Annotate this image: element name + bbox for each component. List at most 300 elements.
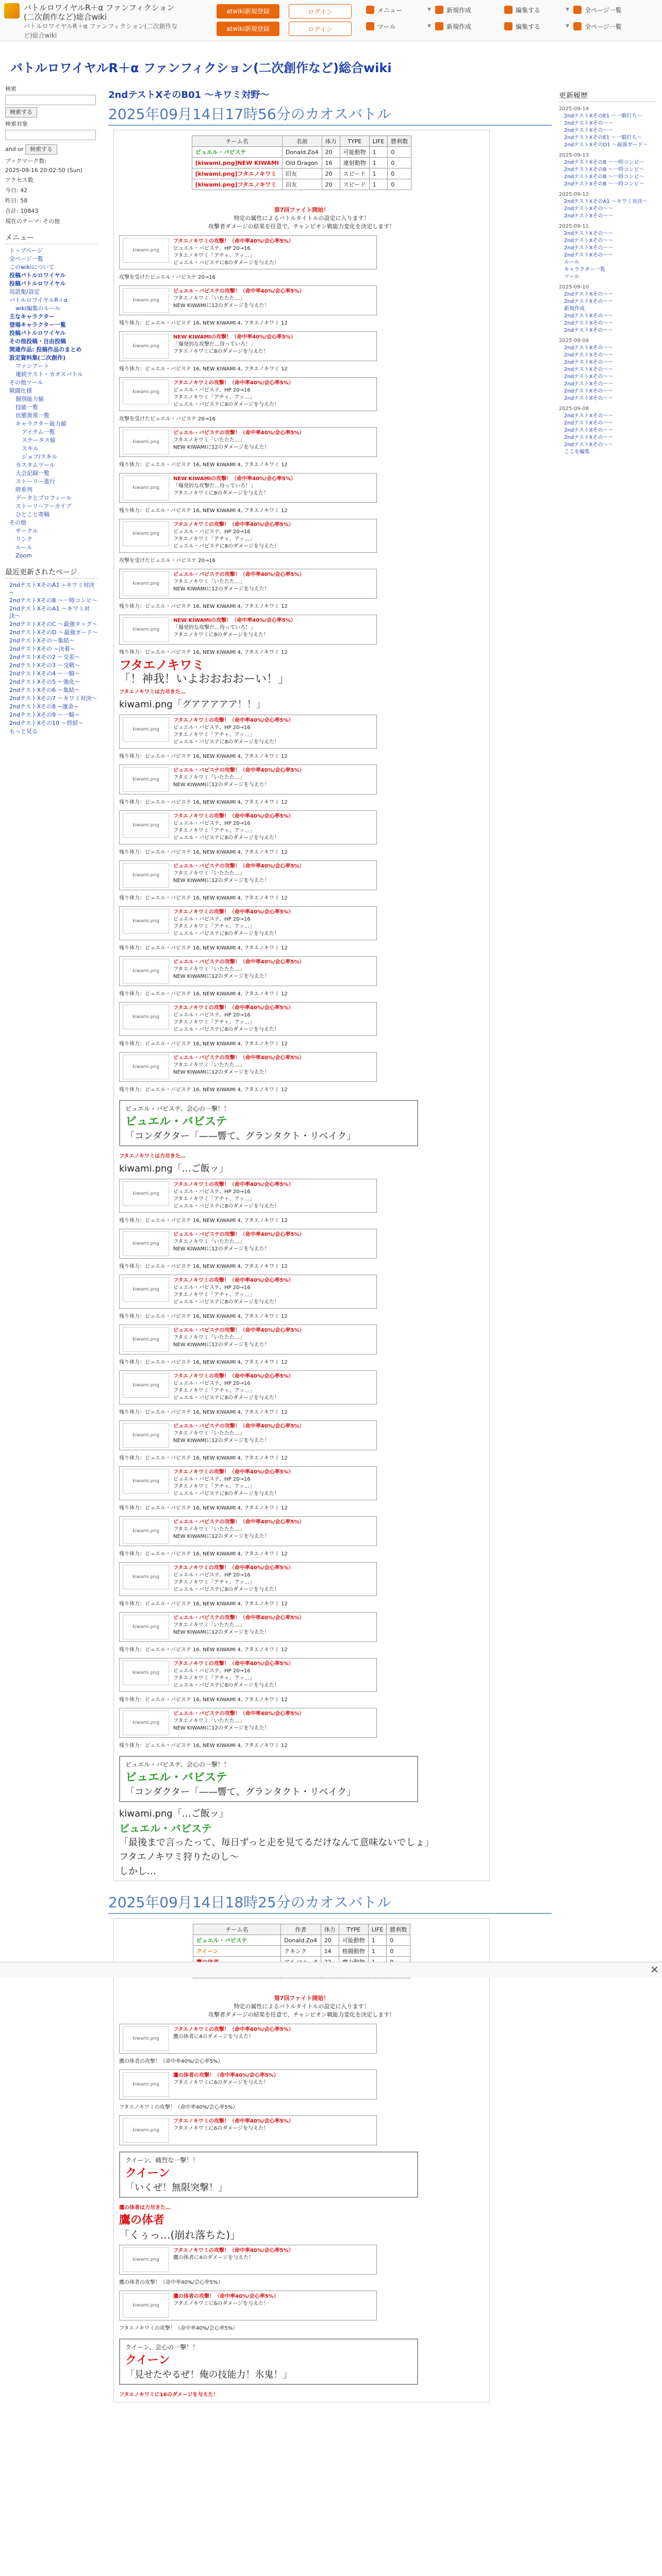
menu-link[interactable]: カスタムツール [15,462,55,468]
history-link[interactable]: 2ndテストXその〜〜 [564,121,614,126]
menu-link[interactable]: 登場キャラクター一覧 [9,321,66,328]
log-line: NEW KIWAMIに12のダメージを与えた！ [173,445,270,450]
menu-item-menu[interactable]: メニュー ▼ [366,3,431,16]
menu-link[interactable]: 投稿バトルロワイヤル [9,272,66,279]
log-line: フタエノキワミに8のダメージを与えた！ [173,349,269,354]
recent-page-link[interactable]: 2ndテストXそのA1 ~キワミ対決~ [9,582,95,596]
log-line: 残り体力：ビュエル・バビステ 16, NEW KIWAMI 4, フタエノキワミ 12 [119,800,288,805]
log-line: ビュエル・バビステに8のダメージを与えた！ [173,1204,279,1209]
kiwami-image: kiwami.png [123,1277,169,1302]
search-input[interactable] [5,95,96,105]
menu-link[interactable]: 関連作品: 投稿作品のまとめ [9,346,82,353]
close-icon[interactable]: ✕ [650,1963,659,1976]
log-line: フタエノキワミに6のダメージを与えた！ [173,2080,269,2086]
highlight-line: 「コンダクター「——響て、グランタクト・リベイク」 [125,1787,356,1798]
table-cell-type: 格闘動物 [339,1946,368,1957]
table-cell-wins: 0 [388,147,411,158]
menu-link[interactable]: 技能一覧 [15,404,38,411]
highlight-line: クイーン [125,2354,170,2367]
log-line: フタエノキワミの攻撃！（命中率40%/会心率5%） [119,2326,238,2331]
log-line: 残り体力：ビュエル・バビステ 16, NEW KIWAMI 4, フタエノキワミ 12 [119,320,288,326]
log-line: 「爆発的な攻撃だ…待っていろ！」 [173,625,256,631]
log-line: ビュエル・バビステに8のダメージを与えた！ [173,1395,279,1401]
log-line: NEW KIWAMIの攻撃！（命中率40%/会心率5%） [173,476,296,482]
history-link[interactable]: 2ndテストXその〜〜 [564,428,614,433]
log-line: 残り体力：ビュエル・バビステ 16, NEW KIWAMI 4, フタエノキワミ 12 [119,850,288,855]
more-link[interactable]: もっと見る [9,728,38,735]
log-line: ビュエル・バビステに8のダメージを与えた！ [173,739,279,745]
big-line: 「くぅっ…(崩れ落ちた)」 [119,2229,241,2241]
kiwami-image: kiwami.png [123,909,169,934]
log-line: NEW KIWAMIに12のダメージを与えた！ [173,974,270,979]
log-line: フタエノキワミ「いたたた…」 [173,775,245,781]
log-line: フタエノキワミの攻撃！（命中率40%/会心率5%） [173,522,294,528]
log-line: ビュエル・バビステの攻撃！（命中率40%/会心率5%） [173,863,305,869]
log-line: フタエノキワミ「いたたた…」 [173,1431,245,1436]
history-link[interactable]: 2ndテストXその〜〜 [564,388,614,394]
register-button[interactable]: atwiki新規登録 [217,4,279,19]
caret-icon: ▼ [427,24,431,29]
menu-link[interactable]: キャラクター能力値 [15,420,67,427]
recent-page-link[interactable]: 2ndテストXその7 〜キワミ対決〜 [9,695,97,702]
log-line: フタエノキワミ「いたたた…」 [173,1527,245,1532]
table-cell-hp: 20 [321,1935,339,1946]
log-line: ビュエル・バビステ、HP 20→16 [173,725,251,731]
log-box [119,615,377,645]
log-line: NEW KIWAMIに12のダメージを与えた！ [173,1342,270,1348]
site-name[interactable] [24,3,178,40]
log-line: フタエノキワミ「いたたた…」 [173,1062,245,1068]
history-link[interactable]: 2ndテストXその〜〜 [564,299,614,304]
history-link[interactable]: キャラクター一覧 [564,267,605,273]
log-line: フタエノキワミに8のダメージを与えた！ [173,490,269,496]
log-box-text [173,1615,304,1639]
history-link[interactable]: 2ndテストXその〜〜 [564,345,614,351]
caret-icon: ▼ [427,7,431,12]
menu-link[interactable]: 用語集/設定 [9,289,40,295]
history-link[interactable]: 2ndテストXその〜〜 [564,360,614,365]
highlight-line: クイーン、痛烈な一撃！！ [125,2157,199,2164]
log-line: フタエノキワミの攻撃！（命中率40%/会心率5%） [173,1005,294,1011]
search-label: 検索 [5,86,16,92]
log-box [119,331,377,361]
kiwami-image: kiwami.png [123,476,169,500]
log-line: 残り体力：ビュエル・バビステ 16, NEW KIWAMI 4, フタエノキワミ 12 [119,1601,288,1607]
menu-item-new[interactable]: 新規作成 [435,3,500,16]
menu-link[interactable]: 連続テスト・カオスバトル [15,371,84,378]
menu-link[interactable]: 個別能力値 [15,396,44,402]
log-box-text [173,1005,293,1033]
register-button-2[interactable]: atwiki新規登録 [217,22,279,36]
menu-link[interactable]: wiki編集のルール [15,305,61,312]
highlight-box [119,2151,418,2198]
search-target-label: 検索対象 [5,121,28,127]
log-line: 残り体力：ビュエル・バビステ 16, NEW KIWAMI 4, フタエノキワミ 12 [119,1360,288,1365]
history-link[interactable]: 2ndテストXその〜〜 [564,328,614,333]
log-line: フタエノキワミの攻撃！（命中率40%/会心率5%） [119,2105,238,2110]
battle-2-start: 第7回ファイト開始！ [274,1995,329,2002]
site-name-line-2[interactable]: バトルロワイヤルR＋α ファンフィクション(二次創作など)総合wiki [24,23,178,39]
search-button[interactable]: 検索する [5,107,37,117]
log-line: 攻撃を受けたビュエル・バビステ 20→16 [119,275,216,280]
log-line: フタエノキワミの攻撃！（命中率40%/会心率5%） [173,2248,294,2253]
log-line: NEW KIWAMIに12のダメージを与えた！ [173,782,270,788]
site-name-line-1[interactable]: バトルロワイヤルR＋α ファンフィクション(二次創作など)総合wiki [24,3,175,22]
history-date: 2025-09-12 [559,192,589,197]
menu-link[interactable]: 大会記録一覧 [15,470,49,477]
tool-menu [366,3,655,36]
big-line: フタエノキワミ [119,658,205,672]
table-cell-hp: 20 [322,147,340,158]
menu-link[interactable]: サークル [15,528,38,534]
menu-link[interactable]: 全ページ一覧 [9,256,43,262]
caret-icon: ▼ [566,7,569,12]
history-link[interactable]: 2ndテストXその〜〜 [564,420,614,426]
log-line: 残り体力：ビュエル・バビステ 16, NEW KIWAMI 4, フタエノキワミ 12 [119,1743,288,1749]
menu-list [0,247,103,386]
caret-icon: ▼ [566,24,569,29]
table-cell-name: クキンク [281,1946,321,1957]
log-line: NEW KIWAMIに12のダメージを与えた！ [173,1070,270,1075]
theme-label: 現在のテーマ: その他 [5,218,60,225]
history-link[interactable]: 2ndテストXその〜〜 [564,396,614,401]
kiwami-image: kiwami.png [123,1181,169,1206]
log-box [119,1708,377,1738]
menu-link[interactable]: リンク [15,536,32,543]
log-line: ビュエル・バビステ、HP 20→16 [173,1285,251,1291]
recent-page-link[interactable]: 2ndテストXその10 〜終結〜 [9,720,84,726]
recent-page-link[interactable]: 2ndテストXその8 ~運命~ [9,703,78,710]
wiki-title[interactable]: バトルロワイヤルR＋α ファンフィクション(二次創作など)総合wiki [10,61,392,75]
battle-1-table [192,135,412,190]
search-input-2[interactable] [5,130,96,140]
kiwami-image: kiwami.png [123,288,169,313]
history-link[interactable]: 2ndテストXその〜〜 [564,313,614,319]
log-line: ビュエル・バビステ、HP 20→16 [173,1189,251,1195]
table-cell-team[interactable]: クイーン [193,1946,281,1957]
menu-item-all-pages[interactable]: 全ページ一覧 [573,3,638,16]
recent-page-link[interactable]: 2ndテストXその6 〜集結〜 [9,687,80,693]
log-line: NEW KIWAMIの攻撃！（命中率40%/会心率5%） [173,334,296,340]
history-link[interactable]: 2ndテストXその〜〜 [564,367,614,372]
log-line: ビュエル・バビステの攻撃！（命中率40%/会心率5%） [173,430,305,436]
log-box-text [173,288,304,313]
log-line: フタエノキワミ「いたたた…」 [173,1622,245,1628]
kiwami-image: kiwami.png [123,959,169,984]
history-link[interactable]: 2ndテストXその〜〜 [564,231,614,236]
menu-link[interactable]: ストーリー進行 [15,478,55,485]
table-cell-type: 可能動物 [340,147,369,158]
log-line: 残り体力：ビュエル・バビステ 16, NEW KIWAMI 4, フタエノキワミ 12 [119,462,288,468]
menu-link[interactable]: 投稿バトルロワイヤル [9,330,66,336]
battle-heading-2: 2025年09月14日18時25分のカオスバトル [108,1891,552,1914]
history-link[interactable]: 2ndテストXその〜〜 [564,252,614,258]
log-line: フタエノキワミの攻撃！（命中率40%/会心率5%） [173,2119,294,2124]
table-header: 作者 [281,1924,321,1935]
log-box [119,810,377,844]
menu-item-edit-2[interactable]: 編集する ▼ [504,20,569,33]
menu-link[interactable]: その他 [9,519,26,526]
table-header: 体力 [322,136,340,147]
log-box-text [173,813,293,842]
history-link[interactable]: 2ndテストXその〜〜 [564,206,614,212]
log-line: ビュエル・バビステ、HP 20→16 [173,1381,251,1386]
site-logo[interactable] [4,3,20,19]
big-line: フタエノキワミ狩りたのし〜 [119,1852,239,1862]
recent-page-link[interactable]: 2ndテストXその5 〜強化〜 [9,679,80,685]
and-or-radio[interactable]: and or [5,146,24,152]
menu-link[interactable]: ステータス値 [22,437,56,444]
menu-link[interactable]: その他投稿・自由投稿 [9,338,66,345]
table-header: LIFE [369,136,388,147]
table-cell-wins: 0 [388,168,411,179]
history-link[interactable]: 2ndテストXそのE1 〜一騎打ち〜 [564,135,642,141]
counter-line-4: 合計: 10843 [5,208,39,214]
log-line: フタエノキワミ「アチャ、アッ…」 [173,1484,255,1489]
table-row [192,158,411,168]
log-line: 残り体力：ビュエル・バビステ 16, NEW KIWAMI 4, フタエノキワミ 12 [119,366,288,372]
log-line: フタエノキワミの攻撃！（命中率40%/会心率5%） [173,718,294,723]
menu-item-all-pages-2[interactable]: 全ページ一覧 [573,20,638,33]
menu-link[interactable]: 時系列 [15,486,32,493]
log-box [119,377,377,411]
battle-1-log [119,235,490,1877]
menu-link[interactable]: このwikiについて [9,264,55,270]
recent-page-link[interactable]: 2ndテストXその2 〜交差〜 [9,654,80,660]
log-box [119,2024,377,2054]
login-button-2[interactable]: ログイン [289,22,352,36]
kiwami-image: kiwami.png [123,521,169,546]
history-link[interactable]: 2ndテストXその〜〜 [564,292,614,297]
list-icon [573,22,582,30]
table-cell-life: 1 [369,168,388,179]
history-link[interactable]: 2ndテストXその〜〜 [564,413,614,419]
history-link[interactable]: 2ndテストXそのB 〜一時コンビ〜 [564,181,644,187]
menu-link[interactable]: ジョブ/スキル [22,453,58,460]
kiwami-image: kiwami.png [123,813,169,838]
menu-link[interactable]: データとプロフィール [15,495,72,501]
menu-item-edit[interactable]: 編集する ▼ [504,3,569,16]
menu-link[interactable]: 設定資料集(二次創作) [9,354,66,361]
search-button-2[interactable]: 検索する [25,144,57,155]
menu-link[interactable]: ルール [15,544,32,551]
log-line: 「爆発的な攻撃だ…待っていろ！」 [173,342,256,347]
table-cell-team[interactable]: [kiwami.png]フタエノキワミ [192,179,282,190]
log-box-text [173,1660,293,1689]
history-link[interactable]: 2ndテストXその〜〜 [564,238,614,244]
log-box [119,427,377,457]
table-header: チーム名 [193,1924,281,1935]
recent-page-link[interactable]: 2ndテストXその3 〜交戦〜 [9,662,80,669]
highlight-line: 「いくぜ！無限突撃！」 [125,2182,227,2193]
main-content [108,82,552,2402]
counter-line-3: 昨日: 58 [5,197,28,204]
log-box-text [173,380,293,409]
log-line: ビュエル・バビステの攻撃！（命中率40%/会心率5%） [173,1519,305,1525]
kiwami-image: kiwami.png [123,2072,169,2097]
log-line: 「爆発的な攻撃だ…待っていろ！」 [173,483,256,489]
table-row [192,179,411,190]
log-box [119,2115,377,2145]
recent-page-link[interactable]: 2ndテストXそのD 〜最強ガード〜 [9,629,98,636]
log-line: フタエノキワミ「アチャ、アッ…」 [173,536,255,542]
log-line: フタエノキワミの攻撃！（命中率40%/会心率5%） [173,1278,294,1283]
history-link[interactable]: 2ndテストXそのB 〜一時コンビ〜 [564,160,644,165]
menu-link[interactable]: 状態異常一覧 [15,412,49,419]
log-line: フタエノキワミに16のダメージを与えた！ [119,2392,219,2398]
kiwami-image: kiwami.png [123,1373,169,1398]
big-line: kiwami.png「…ご飯ッ」 [119,1163,228,1174]
log-line: 攻撃を受けたビュエル・バビステ 20→16 [119,416,216,422]
menu-item-tools[interactable]: ツール ▼ [366,20,431,33]
kiwami-image: kiwami.png [123,1327,169,1352]
list-icon [573,6,582,14]
history-link[interactable]: 2ndテストXその〜〜 [564,128,614,133]
history-link[interactable]: ツール [564,274,580,280]
log-line: 残り体力：ビュエル・バビステ 16, NEW KIWAMI 4, フタエノキワミ 12 [119,754,288,759]
history-link[interactable]: 2ndテストXその〜〜 [564,374,614,380]
log-line: ビュエル・バビステに8のダメージを与えた！ [173,402,279,408]
recent-page-link[interactable]: 2ndテストXその4 〜一騎〜 [9,670,80,677]
kiwami-image: kiwami.png [123,717,169,742]
log-line: NEW KIWAMIに12のダメージを与えた！ [173,1534,270,1539]
log-line: フタエノキワミの攻撃！（命中率40%/会心率5%） [173,1565,294,1571]
login-button[interactable]: ログイン [289,4,352,19]
log-line: フタエノキワミ「いたたた…」 [173,1335,245,1341]
menu-link[interactable]: ストーリーアーカイブ [15,503,72,510]
highlight-line: ビュエル・バビステ [125,1771,227,1784]
table-header: 勝利数 [387,1924,410,1935]
menu-link[interactable]: バトルロワイヤルR＋α [9,297,68,303]
table-cell-team[interactable]: [kiwami.png]フタエノキワミ [192,168,282,179]
table-cell-name: 旧友 [282,179,322,190]
menu-icon [366,6,374,14]
log-box-text [173,2293,279,2318]
log-box [119,1562,377,1596]
history-link[interactable]: 2ndテストXその〜〜 [564,352,614,358]
recent-heading: 最近更新されたページ [5,567,98,579]
log-line: 残り体力：ビュエル・バビステ 16, NEW KIWAMI 4, フタエノキワミ 12 [119,1087,288,1093]
battle-2-rule: 特定の属性によるバトルタイトルの設定に入ります！ [234,2003,370,2010]
battle-2-box [113,1918,490,2402]
highlight-box [119,2338,418,2385]
log-line: フタエノキワミ「いたたた…」 [173,967,245,972]
history-link[interactable]: 2ndテストXその〜〜 [564,381,614,387]
log-line: 残り体力：ビュエル・バビステ 16, NEW KIWAMI 4, フタエノキワミ 12 [119,1264,288,1269]
recent-page-link[interactable]: 2ndテストXその9 〜一騎〜 [9,711,80,718]
history-link[interactable]: 2ndテストXその〜〜 [564,435,614,440]
recent-page-link[interactable]: 2ndテストXそのB 〜一時コンビ〜 [9,597,98,604]
history-link[interactable]: 2ndテストXその〜〜 [564,213,614,219]
history-link[interactable]: 2ndテストXその〜〜 [564,442,614,448]
history-link[interactable]: 2ndテストXそのD1 〜最強ガード〜 [564,142,648,148]
log-line: 鷹の体者の攻撃！（命中率40%/会心率5%） [173,2073,279,2078]
history-link[interactable]: 2ndテストXそのB 〜一時コンビ〜 [564,167,644,173]
log-line: ビュエル・バビステ、HP 20→16 [173,1668,251,1674]
big-line: kiwami.png「…ご飯ッ」 [119,1808,228,1819]
menu-link[interactable]: Zoom [15,552,32,559]
log-line: フタエノキワミの攻撃！（命中率40%/会心率5%） [173,814,294,819]
history-link[interactable]: ルール [564,260,580,265]
table-header: 勝利数 [388,136,411,147]
log-line: 鷹の体者の攻撃！（命中率40%/会心率5%） [119,2280,223,2285]
log-line: 鷹の体者は力尽きた… [119,2205,171,2211]
menu-link[interactable]: ファンアート [15,363,49,369]
log-box-text [173,1710,304,1735]
updated-time: 2025-09-16 20:02:50 (Sun) [5,167,82,174]
recent-page-link[interactable]: 2ndテストXそのA1 〜キワミ対決〜 [9,605,90,619]
log-line: ビュエル・バビステ、HP 20→16 [173,529,251,535]
recent-page-link[interactable]: 2ndテストXその ~決着~ [9,646,75,652]
log-line: ビュエル・バビステに8のダメージを与えた！ [173,931,279,937]
table-header: LIFE [368,1924,387,1935]
table-cell-team[interactable]: [kiwami.png]NEW KIWAMI [192,158,282,168]
highlight-line: クイーン、会心の一撃！！ [125,2344,199,2351]
log-box-text [173,238,293,267]
log-line: ビュエル・バビステの攻撃！（命中率40%/会心率5%） [173,959,305,965]
log-box [119,569,377,599]
log-box-text [173,571,304,596]
log-box [119,2070,377,2099]
log-box-text [173,1181,293,1210]
menu-link[interactable]: アイテム一覧 [22,429,55,435]
log-line: NEW KIWAMIに12のダメージを与えた！ [173,1438,270,1444]
table-cell-team[interactable]: ビュエル・バビステ [192,147,282,158]
edit-here-link[interactable]: ここを編集 [564,449,590,455]
log-line: ビュエル・バビステに8のダメージを与えた！ [173,1027,279,1032]
recent-page-link[interactable]: 2ndテストXそのC 〜最強タッグ〜 [9,621,98,628]
kiwami-image: kiwami.png [123,1660,169,1685]
table-cell-team[interactable]: ビュエル・バビステ [193,1935,281,1946]
log-line: ビュエル・バビステの攻撃！（命中率40%/会心率5%） [173,572,305,578]
log-box-text [173,863,304,888]
table-row [192,147,411,158]
log-line: フタエノキワミ「アチャ、アッ…」 [173,828,255,834]
menu-link[interactable]: トップページ [9,247,43,254]
table-row [193,1946,410,1957]
log-box [119,906,377,940]
menu-link[interactable]: スキル [22,445,39,452]
menu-link[interactable]: 戦闘仕様 [9,387,32,394]
log-line: ビュエル・バビステ、HP 20→16 [173,1012,251,1018]
log-line: 攻撃を受けたビュエル・バビステ 20→16 [119,558,216,564]
history-heading: 更新履歴 [559,90,657,102]
recent-page-link[interactable]: 2ndテストXその〜集結〜 [9,637,75,644]
history-link[interactable]: 2ndテストXそのA1 〜キワミ対決〜 [564,199,648,205]
menu-link[interactable]: その他ツール [9,379,43,386]
log-line: ビュエル・バビステに8のダメージを与えた！ [173,1587,279,1592]
history-link[interactable]: 2ndテストXその〜〜 [564,245,614,251]
log-line: フタエノキワミの攻撃！（命中率40%/会心率5%） [173,239,294,244]
menu-link[interactable]: 投稿バトルロワイヤル [9,280,66,287]
log-line: ビュエル・バビステに8のダメージを与えた！ [173,260,279,266]
log-line: NEW KIWAMIに12のダメージを与えた！ [173,303,270,309]
history-link[interactable]: 新規作成 [564,306,585,312]
table-cell-type: スピード [340,179,369,190]
log-box [119,1229,377,1259]
log-line: NEW KIWAMIに12のダメージを与えた！ [173,1246,270,1252]
log-box-text [173,430,304,454]
log-line: フタエノキワミ「アチャ、アッ…」 [173,924,255,929]
menu-link[interactable]: 主なキャラクター [9,313,55,320]
highlight-line: ビュエル・バビステ [125,1115,227,1128]
log-line: NEW KIWAMIに12のダメージを与えた！ [173,1630,270,1635]
menu-link[interactable]: ひとこと寄稿 [15,511,49,518]
history-link[interactable]: 2ndテストXそのE1 〜一騎打ち〜 [564,113,642,119]
menu-item-new-2[interactable]: 新規作成 [435,20,500,33]
history-link[interactable]: 2ndテストXその〜〜 [564,320,614,326]
history-link[interactable]: 2ndテストXそのB 〜一時コンビ〜 [564,174,644,180]
